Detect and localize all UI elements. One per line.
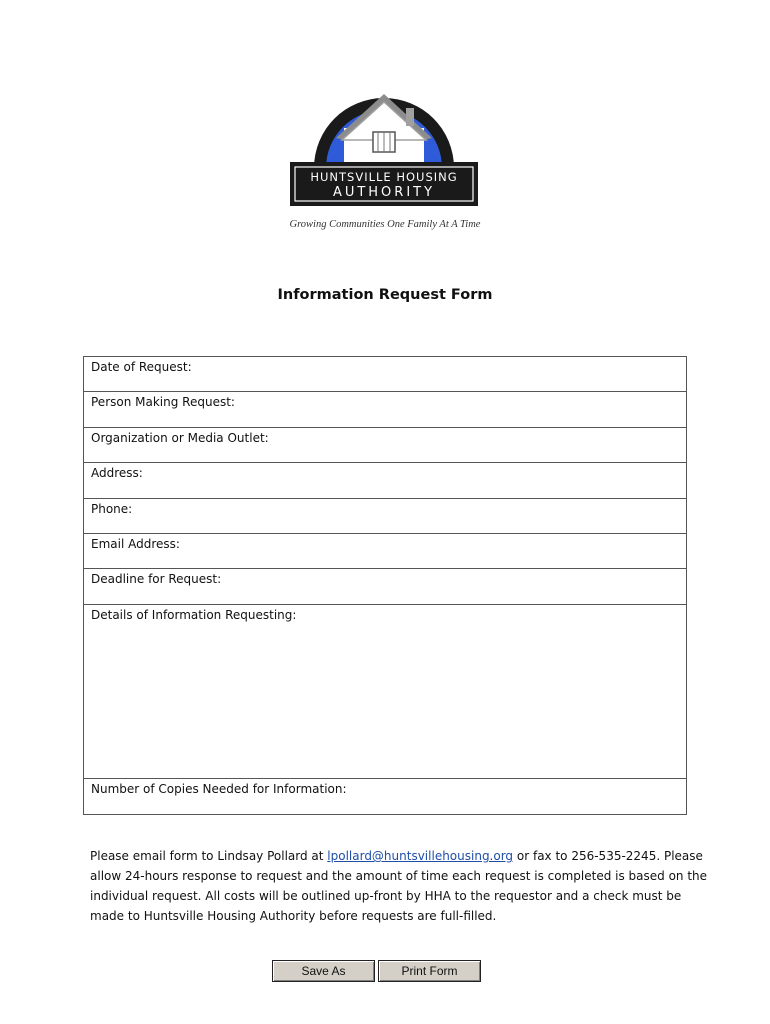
details-field[interactable]: Details of Information Requesting: — [84, 605, 686, 779]
deadline-field[interactable]: Deadline for Request: — [84, 569, 686, 604]
print-form-button[interactable]: Print Form — [378, 960, 481, 982]
instructions-line-4: made to Huntsville Housing Authority before requests are full-filled. — [90, 909, 497, 923]
instructions-line-1-start: Please email form to Lindsay Pollard at — [90, 849, 328, 863]
email-link[interactable]: lpollard@huntsvillehousing.org — [327, 849, 514, 863]
date-of-request-field[interactable]: Date of Request: — [84, 357, 686, 392]
save-as-button[interactable]: Save As — [272, 960, 375, 982]
organization-field[interactable]: Organization or Media Outlet: — [84, 428, 686, 463]
instructions-line-1-end: or fax to 256-535-2245. Please — [513, 849, 703, 863]
instructions-line-1 — [90, 846, 703, 866]
instructions-line-2: allow 24-hours response to request and the amount of time each request is completed is based on the — [90, 869, 708, 883]
page-title: Information Request Form — [277, 287, 493, 303]
address-field[interactable]: Address: — [84, 463, 686, 498]
phone-field[interactable]: Phone: — [84, 499, 686, 534]
request-fields-table — [83, 356, 687, 815]
logo-line1: HUNTSVILLE HOUSING — [310, 170, 458, 184]
person-making-request-field[interactable]: Person Making Request: — [84, 392, 686, 427]
number-of-copies-field[interactable]: Number of Copies Needed for Information: — [91, 781, 347, 796]
logo-line2: AUTHORITY — [332, 185, 436, 200]
email-address-field[interactable]: Email Address: — [84, 534, 686, 569]
hha-logo — [284, 88, 484, 238]
instructions-line-3: individual request. All costs will be outlined up-front by HHA to the requestor and a check must be — [90, 889, 682, 903]
instructions-text — [90, 846, 708, 926]
logo-tagline: Growing Communities One Family At A Time — [289, 219, 481, 230]
